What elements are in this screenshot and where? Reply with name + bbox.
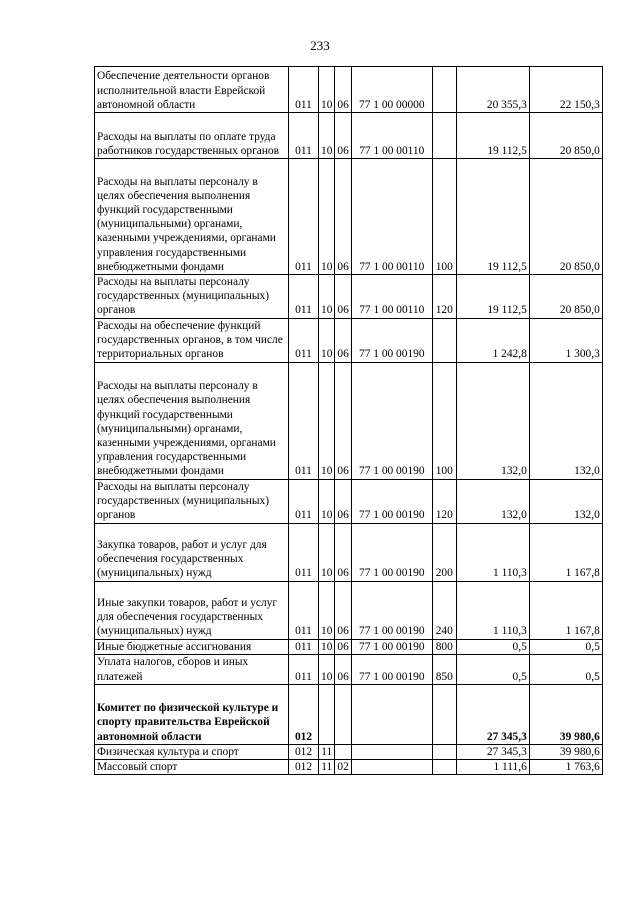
amount-year2-cell: 0,5 — [529, 639, 602, 654]
row-name-cell: Расходы на обеспечение функций государственных органов, в том числе территориальных органов — [95, 318, 289, 362]
target-article-cell: 77 1 00 00190 — [351, 654, 432, 684]
ministry-code-cell: 012 — [289, 744, 319, 759]
table-row — [95, 113, 603, 159]
amount-year1-cell: 19 112,5 — [456, 159, 529, 275]
amount-year2-cell: 39 980,6 — [529, 744, 602, 759]
row-name-cell: Иные закупки товаров, работ и услуг для обеспечения государственных (муниципальных) нужд — [95, 581, 289, 639]
ministry-code-cell: 011 — [289, 67, 319, 113]
subsection-code-cell: 06 — [335, 67, 351, 113]
row-name-cell: Физическая культура и спорт — [95, 744, 289, 759]
amount-year2-cell: 132,0 — [529, 362, 602, 479]
amount-year1-cell: 27 345,3 — [456, 684, 529, 744]
table-row — [95, 684, 603, 744]
target-article-cell: 77 1 00 00110 — [351, 113, 432, 159]
row-name-cell: Уплата налогов, сборов и иных платежей — [95, 654, 289, 684]
target-article-cell — [351, 744, 432, 759]
expense-type-cell: 200 — [432, 523, 456, 581]
section-code-cell: 10 — [319, 318, 335, 362]
ministry-code-cell: 012 — [289, 760, 319, 775]
subsection-code-cell — [335, 744, 351, 759]
table-row — [95, 479, 603, 523]
expense-type-cell: 800 — [432, 639, 456, 654]
amount-year1-cell: 132,0 — [456, 479, 529, 523]
amount-year2-cell: 20 850,0 — [529, 113, 602, 159]
ministry-code-cell: 012 — [289, 684, 319, 744]
target-article-cell: 77 1 00 00110 — [351, 159, 432, 275]
expense-type-cell: 120 — [432, 479, 456, 523]
section-code-cell: 10 — [319, 523, 335, 581]
target-article-cell — [351, 760, 432, 775]
ministry-code-cell: 011 — [289, 318, 319, 362]
table-row — [95, 639, 603, 654]
expense-type-cell — [432, 67, 456, 113]
amount-year2-cell: 20 850,0 — [529, 275, 602, 319]
section-code-cell: 10 — [319, 113, 335, 159]
expense-type-cell — [432, 318, 456, 362]
expense-type-cell — [432, 113, 456, 159]
amount-year1-cell: 0,5 — [456, 639, 529, 654]
expense-type-cell — [432, 684, 456, 744]
budget-table — [94, 66, 603, 775]
amount-year1-cell: 0,5 — [456, 654, 529, 684]
subsection-code-cell: 06 — [335, 639, 351, 654]
expense-type-cell: 240 — [432, 581, 456, 639]
row-name-cell: Иные бюджетные ассигнования — [95, 639, 289, 654]
target-article-cell: 77 1 00 00190 — [351, 362, 432, 479]
table-row — [95, 67, 603, 113]
expense-type-cell: 850 — [432, 654, 456, 684]
expense-type-cell: 120 — [432, 275, 456, 319]
table-row — [95, 159, 603, 275]
table-row — [95, 654, 603, 684]
amount-year2-cell: 20 850,0 — [529, 159, 602, 275]
ministry-code-cell: 011 — [289, 362, 319, 479]
target-article-cell — [351, 684, 432, 744]
subsection-code-cell: 06 — [335, 479, 351, 523]
amount-year2-cell: 0,5 — [529, 654, 602, 684]
amount-year2-cell: 132,0 — [529, 479, 602, 523]
table-row — [95, 318, 603, 362]
ministry-code-cell: 011 — [289, 523, 319, 581]
target-article-cell: 77 1 00 00190 — [351, 581, 432, 639]
subsection-code-cell: 06 — [335, 362, 351, 479]
section-code-cell: 10 — [319, 639, 335, 654]
amount-year1-cell: 1 242,8 — [456, 318, 529, 362]
amount-year1-cell: 27 345,3 — [456, 744, 529, 759]
row-name-cell: Расходы на выплаты персоналу в целях обеспечения выполнения функций государственными (муниципальными) органами, казенными учреждениями, органами управления государственными внебюджетными фондами — [95, 362, 289, 479]
amount-year1-cell: 19 112,5 — [456, 275, 529, 319]
target-article-cell: 77 1 00 00190 — [351, 523, 432, 581]
table-row — [95, 523, 603, 581]
amount-year1-cell: 19 112,5 — [456, 113, 529, 159]
ministry-code-cell: 011 — [289, 113, 319, 159]
row-name-cell: Расходы на выплаты персоналу государственных (муниципальных) органов — [95, 479, 289, 523]
section-code-cell: 10 — [319, 654, 335, 684]
table-row — [95, 275, 603, 319]
section-code-cell: 10 — [319, 479, 335, 523]
table-row — [95, 744, 603, 759]
target-article-cell: 77 1 00 00110 — [351, 275, 432, 319]
section-code-cell: 10 — [319, 581, 335, 639]
amount-year2-cell: 22 150,3 — [529, 67, 602, 113]
row-name-cell: Обеспечение деятельности органов исполнительной власти Еврейской автономной области — [95, 67, 289, 113]
table-row — [95, 362, 603, 479]
ministry-code-cell: 011 — [289, 159, 319, 275]
amount-year1-cell: 1 110,3 — [456, 581, 529, 639]
ministry-code-cell: 011 — [289, 639, 319, 654]
target-article-cell: 77 1 00 00190 — [351, 318, 432, 362]
amount-year1-cell: 132,0 — [456, 362, 529, 479]
row-name-cell: Расходы на выплаты персоналу в целях обеспечения выполнения функций государственными (муниципальными) органами, казенными учреждениями, органами управления государственными внебюджетными фондами — [95, 159, 289, 275]
ministry-code-cell: 011 — [289, 581, 319, 639]
row-name-cell: Комитет по физической культуре и спорту правительства Еврейской автономной области — [95, 684, 289, 744]
subsection-code-cell: 06 — [335, 523, 351, 581]
section-code-cell: 10 — [319, 362, 335, 479]
amount-year1-cell: 1 110,3 — [456, 523, 529, 581]
subsection-code-cell: 02 — [335, 760, 351, 775]
row-name-cell: Расходы на выплаты персоналу государственных (муниципальных) органов — [95, 275, 289, 319]
subsection-code-cell: 06 — [335, 275, 351, 319]
section-code-cell: 11 — [319, 744, 335, 759]
amount-year2-cell: 1 300,3 — [529, 318, 602, 362]
target-article-cell: 77 1 00 00000 — [351, 67, 432, 113]
section-code-cell — [319, 684, 335, 744]
amount-year2-cell: 1 763,6 — [529, 760, 602, 775]
expense-type-cell — [432, 744, 456, 759]
expense-type-cell — [432, 760, 456, 775]
row-name-cell: Расходы на выплаты по оплате труда работников государственных органов — [95, 113, 289, 159]
subsection-code-cell: 06 — [335, 654, 351, 684]
subsection-code-cell: 06 — [335, 159, 351, 275]
section-code-cell: 10 — [319, 67, 335, 113]
row-name-cell: Массовый спорт — [95, 760, 289, 775]
section-code-cell: 11 — [319, 760, 335, 775]
subsection-code-cell: 06 — [335, 318, 351, 362]
subsection-code-cell: 06 — [335, 113, 351, 159]
page-number: 233 — [310, 38, 330, 53]
table-row — [95, 760, 603, 775]
amount-year2-cell: 39 980,6 — [529, 684, 602, 744]
section-code-cell: 10 — [319, 275, 335, 319]
amount-year1-cell: 1 111,6 — [456, 760, 529, 775]
amount-year2-cell: 1 167,8 — [529, 523, 602, 581]
subsection-code-cell: 06 — [335, 581, 351, 639]
amount-year2-cell: 1 167,8 — [529, 581, 602, 639]
ministry-code-cell: 011 — [289, 654, 319, 684]
target-article-cell: 77 1 00 00190 — [351, 479, 432, 523]
ministry-code-cell: 011 — [289, 479, 319, 523]
ministry-code-cell: 011 — [289, 275, 319, 319]
expense-type-cell: 100 — [432, 159, 456, 275]
row-name-cell: Закупка товаров, работ и услуг для обеспечения государственных (муниципальных) нужд — [95, 523, 289, 581]
amount-year1-cell: 20 355,3 — [456, 67, 529, 113]
subsection-code-cell — [335, 684, 351, 744]
table-row — [95, 581, 603, 639]
expense-type-cell: 100 — [432, 362, 456, 479]
target-article-cell: 77 1 00 00190 — [351, 639, 432, 654]
section-code-cell: 10 — [319, 159, 335, 275]
